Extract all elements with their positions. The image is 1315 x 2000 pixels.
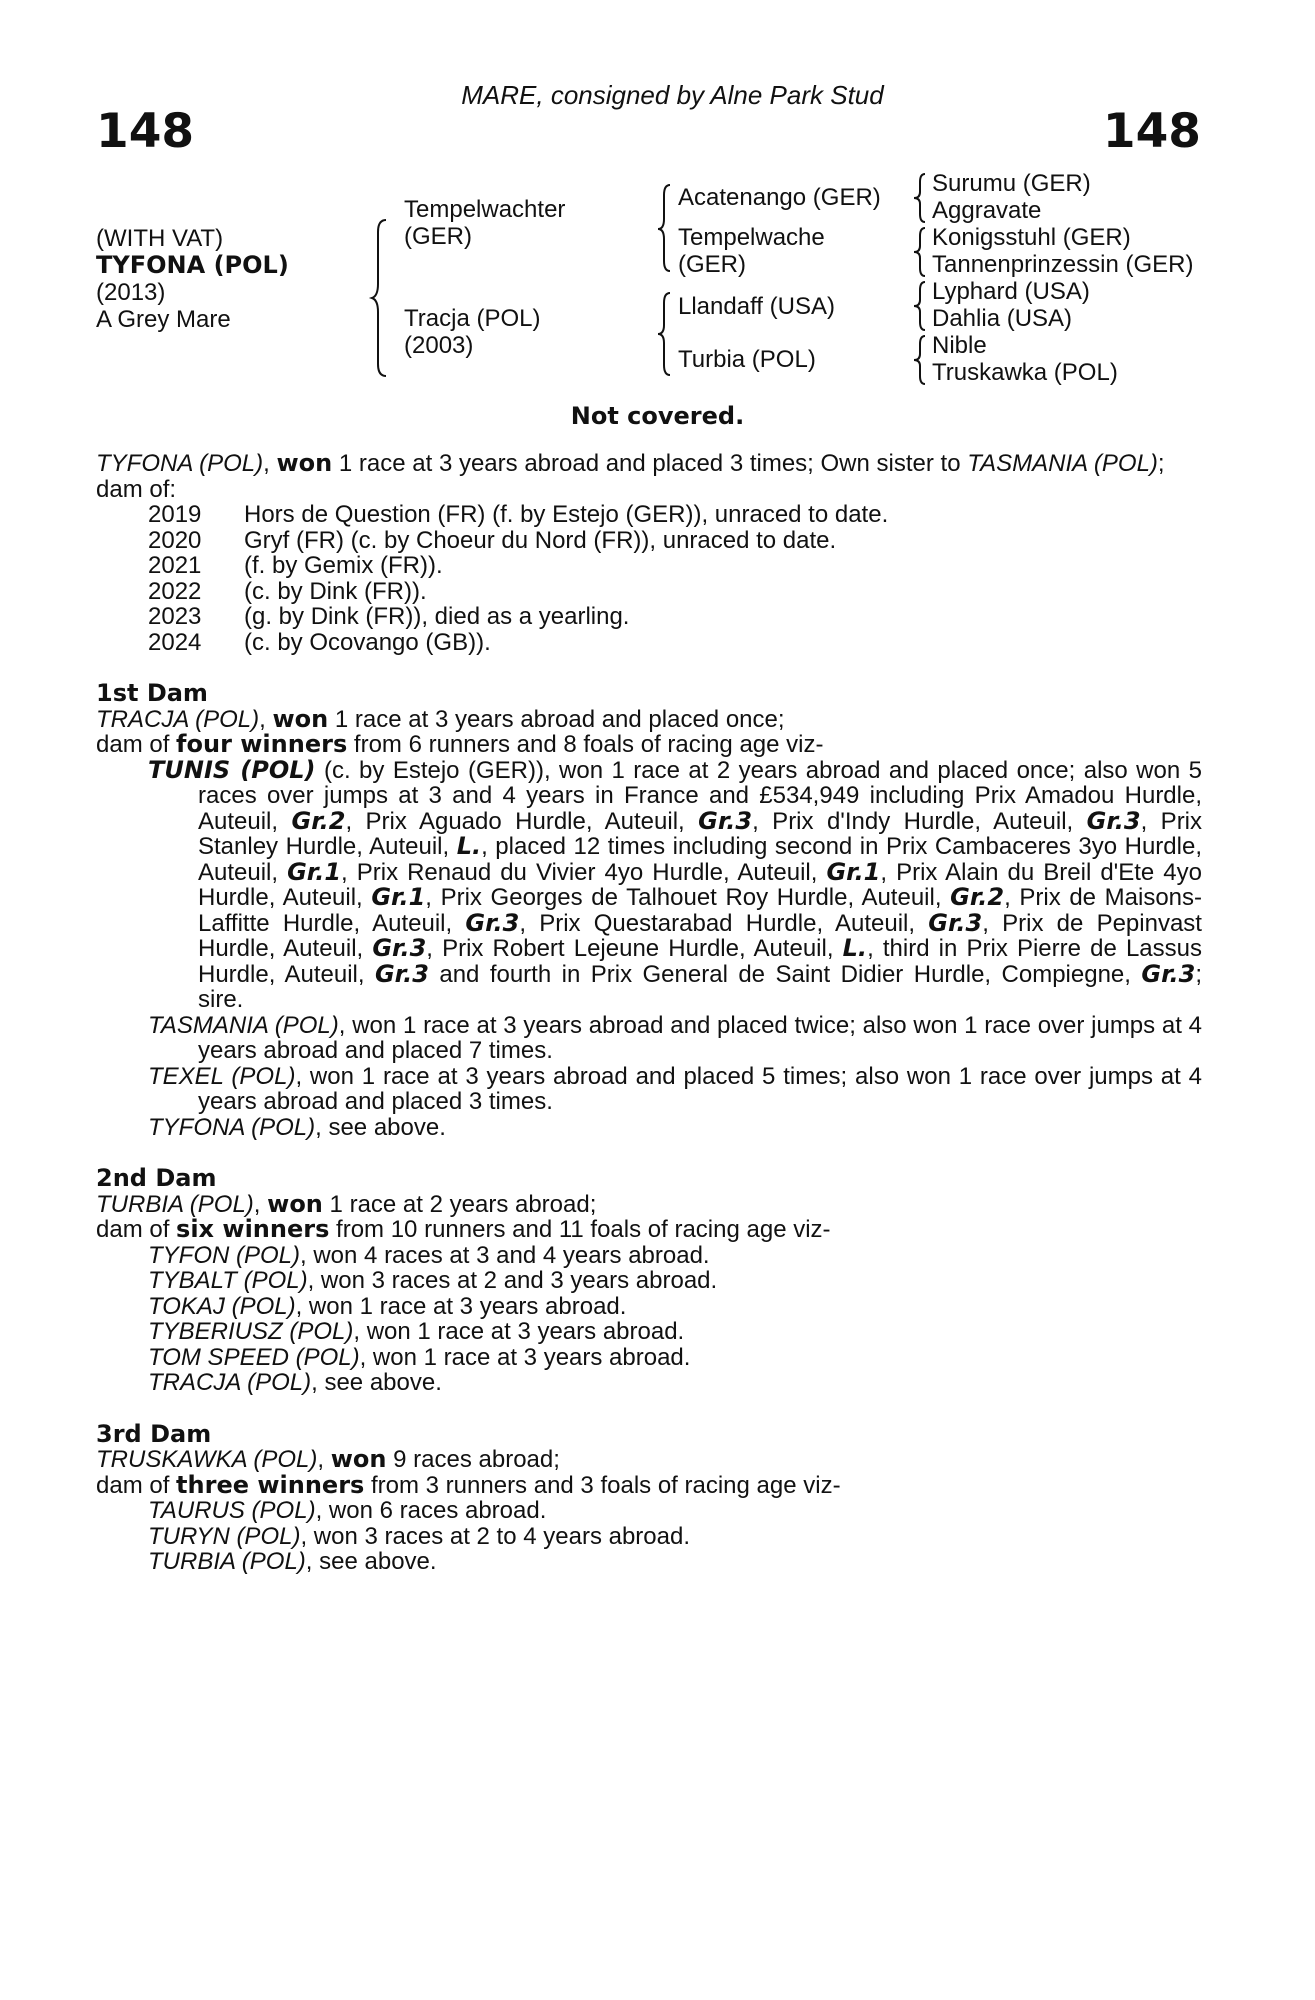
offspring-entry: TOM SPEED (POL), won 1 race at 3 years abroad. [148, 1343, 691, 1371]
first-dam-summary: TRACJA (POL), won 1 race at 3 years abroad and placed once; [96, 704, 785, 733]
pedigree-brace-g3-2 [912, 226, 928, 278]
second-dam-summary: TURBIA (POL), won 1 race at 2 years abroad; [96, 1189, 597, 1218]
pedigree-sire-sire: Acatenango (GER) [678, 184, 881, 211]
offspring-entry: TEXEL (POL), won 1 race at 3 years abroad and placed 5 times; also won 1 race over jumps at 4 years abroad and placed 3 times. [148, 1062, 1202, 1115]
produce-row: 2021 (f. by Gemix (FR)). [148, 552, 443, 579]
offspring-entry: TYBALT (POL), won 3 races at 2 and 3 years abroad. [148, 1267, 718, 1294]
offspring-entry: TASMANIA (POL), won 1 race at 3 years abroad and placed twice; also won 1 race over jumps at 4 years abroad and placed 7 times. [148, 1011, 1203, 1064]
produce-row: 2022 (c. by Dink (FR)). [148, 577, 427, 605]
lot-number-right: 148 [1102, 104, 1201, 159]
covering-status: Not covered. [570, 402, 745, 430]
tunis-entry: TUNIS (POL) (c. by Estejo (GER)), won 1 race at 2 years abroad and placed once; also won 5 races over jumps at 3 and 4 years in France and £534,949 including Prix Amadou Hurdle, Auteuil, Gr.2, Prix Aguado Hurdle, Auteuil, Gr.3, Prix d'Indy Hurdle, Auteuil, Gr.3, Prix Stanley Hurdle, Auteuil, L., placed 12 times including second in Prix Cambaceres 3yo Hurdle, Auteuil, Gr.1, Prix Renaud du Vivier 4yo Hurdle, Auteuil, Gr.1, Prix Alain du Breil d'Ete 4yo Hurdle, Auteuil, Gr.1, Prix Georges de Talhouet Roy Hurdle, Auteuil, Gr.2, Prix de Maisons-Laffitte Hurdle, Auteuil, Gr.3, Prix Questarabad Hurdle, Auteuil, Gr.3, Prix de Pepinvast Hurdle, Auteuil, Gr.3, Prix Robert Lejeune Hurdle, Auteuil, L., third in Prix Pierre de Lassus Hurdle, Auteuil, Gr.3 and fourth in Prix General de Saint Didier Hurdle, Compiegne, Gr.3; sire. [148, 755, 1203, 1013]
third-dam-dam-of: dam of three winners from 3 runners and 3 foals of racing age viz- [96, 1470, 841, 1499]
third-dam-heading: 3rd Dam [96, 1419, 212, 1448]
horse-name: TYFONA (POL) [96, 251, 289, 279]
dam-of-label: dam of: [96, 475, 177, 503]
pedigree-brace-main [370, 218, 390, 378]
pedigree-dam-sire: Llandaff (USA) [678, 293, 835, 320]
offspring-entry: TURYN (POL), won 3 races at 2 to 4 years abroad. [148, 1522, 691, 1550]
produce-row: 2019 Hors de Question (FR) (f. by Estejo (GER)), unraced to date. [148, 501, 889, 528]
lot-number-left: 148 [96, 104, 195, 159]
pedigree-sire: Tempelwachter (GER) [404, 196, 566, 250]
pedigree-brace-g3-3 [912, 280, 928, 332]
offspring-entry: TRACJA (POL), see above. [148, 1369, 442, 1396]
offspring-entry: TYFONA (POL), see above. [148, 1113, 446, 1141]
produce-row: 2023 (g. by Dink (FR)), died as a yearling. [148, 603, 630, 630]
offspring-entry: TOKAJ (POL), won 1 race at 3 years abroad. [148, 1292, 627, 1320]
offspring-entry: TYFON (POL), won 4 races at 3 and 4 years abroad. [148, 1241, 710, 1269]
produce-row: 2024 (c. by Ocovango (GB)). [148, 628, 491, 656]
pedigree-dam-dam: Turbia (POL) [678, 346, 816, 373]
offspring-entry: TAURUS (POL), won 6 races abroad. [148, 1497, 547, 1524]
pedigree-brace-g3-4 [912, 334, 928, 386]
pedigree-brace-g3-1 [912, 172, 928, 224]
pedigree-brace-sire [656, 183, 674, 273]
offspring-entry: TYBERIUSZ (POL), won 1 race at 3 years abroad. [148, 1318, 685, 1345]
catalogue-body [96, 451, 1202, 1575]
first-dam-heading: 1st Dam [96, 679, 208, 707]
pedigree-sire-dam: Tempelwache (GER) [678, 224, 825, 278]
intro-paragraph: TYFONA (POL), won 1 race at 3 years abroad and placed 3 times; Own sister to TASMANIA (POL); [96, 449, 1165, 477]
vat-note: (WITH VAT) [96, 225, 224, 252]
pedigree-brace-dam [656, 291, 674, 377]
offspring-entry: TURBIA (POL), see above. [148, 1548, 437, 1575]
horse-identity [96, 225, 289, 333]
second-dam-dam-of: dam of six winners from 10 runners and 11 foals of racing age viz- [96, 1215, 831, 1243]
pedigree-dam: Tracja (POL) (2003) [404, 305, 541, 359]
pedigree-great-grandparents: Surumu (GER) Aggravate Konigsstuhl (GER) Tannenprinzessin (GER) Lyphard (USA) Dahlia (USA) Nible Truskawka (POL) [932, 170, 1194, 386]
produce-row: 2020 Gryf (FR) (c. by Choeur du Nord (FR)), unraced to date. [148, 526, 837, 554]
second-dam-heading: 2nd Dam [96, 1164, 217, 1192]
consignment-header: MARE, consigned by Alne Park Stud [461, 80, 884, 110]
first-dam-dam-of: dam of four winners from 6 runners and 8 foals of racing age viz- [96, 730, 824, 758]
horse-year: (2013) [96, 279, 166, 306]
third-dam-summary: TRUSKAWKA (POL), won 9 races abroad; [96, 1445, 560, 1473]
horse-description: A Grey Mare [96, 306, 231, 333]
